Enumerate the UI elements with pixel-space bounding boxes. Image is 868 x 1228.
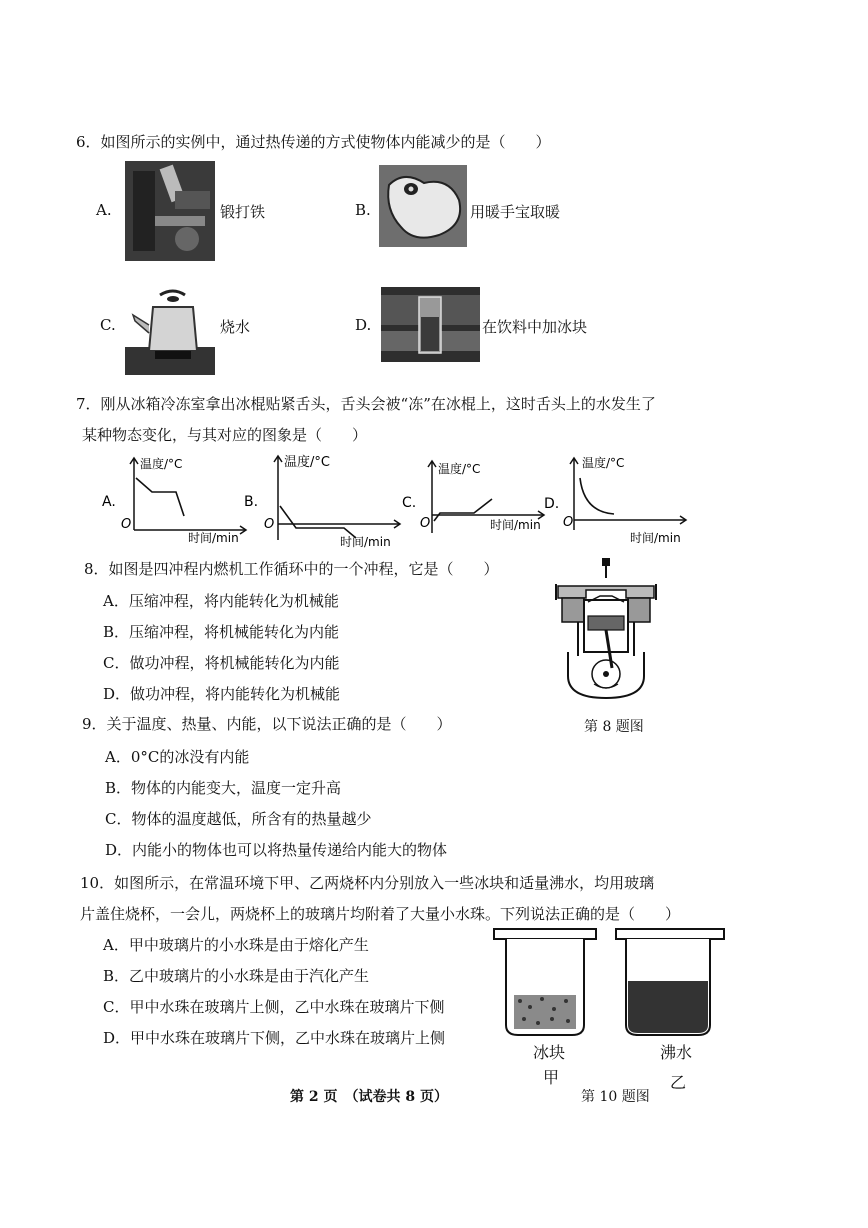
beaker-right-name: 乙 (670, 1073, 687, 1092)
q6-option-d-letter: D. (355, 316, 372, 334)
q10-stem-line1: 10．如图所示，在常温环境下甲、乙两烧杯内分别放入一些冰块和适量沸水，均用玻璃 (80, 874, 655, 892)
q8-option-d: D．做功冲程，将内能转化为机械能 (103, 685, 341, 703)
engine-figure (548, 556, 668, 706)
q10-figure-caption: 第 10 题图 (581, 1089, 650, 1105)
q10-option-c: C．甲中水珠在玻璃片上侧，乙中水珠在玻璃片下侧 (103, 998, 445, 1016)
graph-d (540, 452, 690, 544)
graph-c-ylabel: 温度/°C (438, 462, 481, 476)
graph-c-curve (434, 499, 492, 521)
q8-stem: 8．如图是四冲程内燃机工作循环中的一个冲程，它是（ ） (84, 560, 499, 578)
graph-b-letter: B. (244, 494, 259, 510)
q9-option-a: A．0°C的冰没有内能 (105, 748, 250, 766)
forging-iron-photo (125, 161, 215, 261)
graph-a-letter: A. (102, 494, 116, 510)
q9-option-d: D．内能小的物体也可以将热量传递给内能大的物体 (105, 841, 448, 859)
graph-a-ylabel: 温度/°C (140, 457, 183, 471)
graph-d-letter: D. (544, 496, 560, 512)
q9-option-b: B．物体的内能变大，温度一定升高 (105, 779, 342, 797)
q6-option-b-letter: B. (355, 201, 371, 219)
q10-option-a: A．甲中玻璃片的小水珠是由于熔化产生 (103, 936, 369, 954)
hand-warmer-photo (379, 165, 467, 247)
graph-c-xlabel: 时间/min (490, 518, 541, 532)
graph-c-origin: O (420, 516, 431, 531)
beaker-left-name: 甲 (543, 1068, 560, 1087)
beaker-right-label: 沸水 (660, 1043, 693, 1062)
graph-d-curve (580, 478, 614, 514)
graph-c (398, 455, 548, 543)
graph-b-ylabel: 温度/°C (284, 455, 330, 470)
graph-d-ylabel: 温度/°C (582, 456, 625, 470)
graph-d-xlabel: 时间/min (630, 531, 681, 544)
q9-option-c: C．物体的温度越低，所含有的热量越少 (105, 810, 372, 828)
q6-option-c-letter: C. (100, 316, 116, 334)
q8-option-b: B．压缩冲程，将机械能转化为内能 (103, 623, 340, 641)
iced-drink-photo (381, 287, 480, 362)
graph-b-curve (280, 506, 356, 538)
boiling-water (628, 981, 708, 1033)
q6-option-d-text: 在饮料中加冰块 (482, 318, 588, 336)
kettle-photo (125, 285, 215, 375)
q6-option-a-text: 锻打铁 (220, 203, 266, 221)
q7-stem-line2: 某种物态变化，与其对应的图象是（ ） (82, 426, 368, 444)
q8-option-a: A．压缩冲程，将内能转化为机械能 (103, 592, 339, 610)
q6-stem: 6．如图所示的实例中，通过热传递的方式使物体内能减少的是（ ） (76, 133, 551, 151)
q10-option-b: B．乙中玻璃片的小水珠是由于汽化产生 (103, 967, 370, 985)
q7-stem-line1: 7．刚从冰箱冷冻室拿出冰棍贴紧舌头，舌头会被“冻”在冰棍上，这时舌头上的水发生了 (76, 395, 656, 413)
q6-option-a-letter: A. (96, 201, 112, 219)
q10-stem-line2: 片盖住烧杯，一会儿，两烧杯上的玻璃片均附着了大量小水珠。下列说法正确的是（ ） (80, 905, 681, 923)
q8-option-c: C．做功冲程，将机械能转化为内能 (103, 654, 340, 672)
graph-a-curve (136, 478, 184, 516)
graph-b-origin: O (264, 517, 275, 532)
q9-stem: 9．关于温度、热量、内能，以下说法正确的是（ ） (82, 715, 452, 733)
graph-d-origin: O (563, 515, 574, 530)
beakers-figure (492, 925, 726, 1040)
q10-option-d: D．甲中水珠在玻璃片下侧，乙中水珠在玻璃片上侧 (103, 1029, 446, 1047)
beaker-left-label: 冰块 (533, 1043, 566, 1062)
graph-b-xlabel: 时间/min (340, 535, 391, 549)
q6-option-c-text: 烧水 (220, 318, 251, 336)
q6-option-b-text: 用暖手宝取暖 (470, 203, 561, 221)
graph-a-origin: O (121, 517, 132, 532)
graph-c-letter: C. (402, 495, 417, 511)
page-footer: 第 2 页 （试卷共 8 页） (290, 1089, 448, 1105)
graph-a (100, 452, 250, 544)
q8-figure-caption: 第 8 题图 (584, 719, 644, 735)
graph-b (240, 452, 410, 550)
graph-a-xlabel: 时间/min (188, 531, 239, 544)
